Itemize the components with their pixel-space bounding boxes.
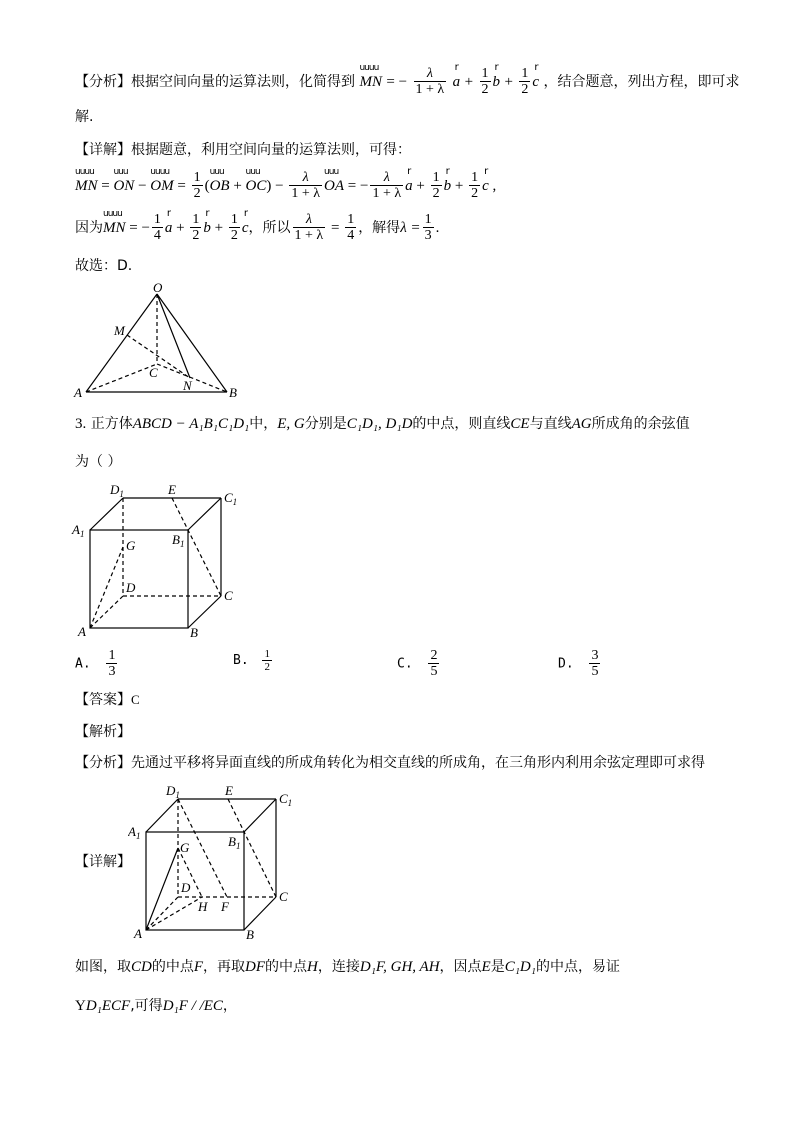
svg-text:A: A [134,926,142,941]
label-d: D [126,580,136,595]
label-o: O [153,280,163,295]
label-a: A [74,385,82,400]
svg-text:B1: $B_1$ [228,834,241,851]
vector-mn: uuuu MN [359,62,382,90]
analysis-line-2: 解. [75,109,94,125]
final-line-1: 如图，取CD的中点F，再取DF的中点H，连接D₁F, GH, AH，因点E是C₁D₁的中点，易证 [75,959,620,975]
svg-text:B: B [246,927,254,942]
label-b: B [190,625,198,640]
svg-text:E: E [225,783,233,798]
label-d1: $D_1$ [110,482,124,499]
svg-text:C: C [279,889,288,904]
jiexi-label: 【解析】 [75,724,131,740]
label-m: M [114,323,125,338]
option-b[interactable]: B. $\frac{1}{2}$ [233,648,270,674]
option-c[interactable]: C. $\frac{2}{5}$ [397,648,438,680]
tetrahedron-figure [70,280,250,400]
label-n: N [183,378,192,393]
label-b1: $B_1$ [172,532,185,549]
svg-text:D: D [181,880,191,895]
analysis-text-b: ，结合题意，列出方程，即可求 [543,73,740,90]
svg-text:D1: $D_1$ [166,783,180,800]
svg-text:A1: $A_1$ [128,824,141,841]
label-c1: $C_1$ [224,490,238,507]
detail-line-1: 【详解】根据题意，利用空间向量的运算法则，可得： [75,142,411,158]
label-b: B [229,385,237,400]
svg-text:C1: $C_1$ [279,791,293,808]
question-3-line-1: 3. 正方体ABCD − A₁B₁C₁D₁中，E, G分别是C₁D₁, D₁D的中点，则直线CE与直线AG所成角的余弦值 [75,416,690,432]
label-a1: $A_1$ [72,522,85,539]
edge-ob [157,294,227,392]
detail-equation: uuuu MN = uuu ON − uuuu OM = $\frac{1}{2}$ ( uuu OB + uuu OC) − $\frac{\lambda}{1 + \lambda}$ uuu OA = − $\frac{\lambda}{1 + \lambda}$ r a + $\frac{1}{2}$ r b + $\frac{1}{2}$ r c , [75,165,497,202]
option-a[interactable]: A. $\frac{1}{3}$ [75,648,116,680]
cube-construction-figure [128,780,308,945]
label-c: C [224,588,233,603]
analysis-line-1: 【分析】根据空间向量的运算法则，化简得到 uuuu MN = − $\frac{\lambda}{1 + \lambda}$ r a + $\frac{1}{2}$ r b + $\frac{1}{2}$ r c ，结合题意，列出方程，即可求 [75,61,740,98]
svg-text:H: H [198,899,208,914]
segment-ag [90,547,123,628]
option-d[interactable]: D. $\frac{3}{5}$ [558,648,599,680]
analysis-text-a: 根据空间向量的运算法则，化简得到 [131,73,355,90]
edge-oa [86,294,157,392]
label-e: E [168,482,176,497]
svg-text:F: F [221,899,229,914]
choose-line: 故选：D. [75,258,133,274]
segment-ah [146,897,202,930]
detail-line-3: 因为 uuuu MN = − $\frac{1}{4}$ r a + $\frac{1}{2}$ r b + $\frac{1}{2}$ r c，所以 $\frac{\lambda}{1 + \lambda}$ = $\frac{1}{4}$ ，解得λ = $\frac{1}{3}$ . [75,207,440,244]
answer-line: 【答案】C [75,692,140,708]
segment-mn [127,335,190,378]
final-line-2: YD₁ECF,可得D₁F / /EC， [75,998,237,1014]
label-g: G [126,538,136,553]
segment-on [157,294,190,378]
detail2-label: 【详解】 [75,854,131,870]
lambda-fraction: $\frac{\lambda}{1 + \lambda}$ [415,66,445,98]
detail-label: 【详解】 [75,142,131,158]
label-c: C [149,365,158,380]
analysis2-line: 【分析】先通过平移将异面直线的所成角转化为相交直线的所成角，在三角形内利用余弦定理即可求得 [75,755,705,771]
svg-text:G: G [180,840,190,855]
analysis-label: 【分析】 [75,73,131,90]
label-a: A [78,624,86,639]
question-3-line-2: 为（ ） [75,454,122,470]
cube-figure [68,478,258,643]
